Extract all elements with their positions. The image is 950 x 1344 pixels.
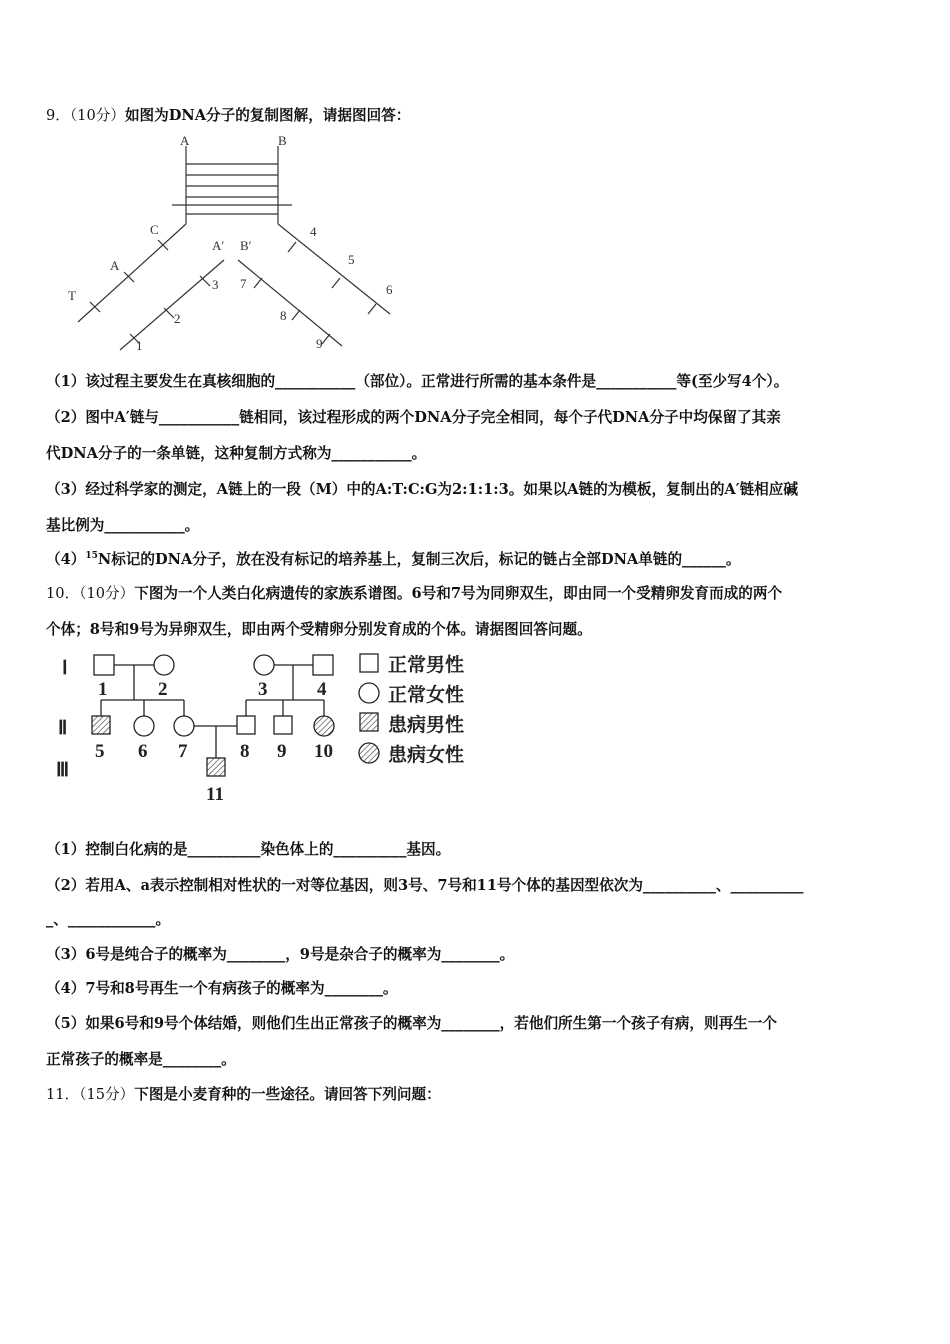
left-inner-mark: 3	[212, 277, 219, 292]
individual-1	[94, 655, 114, 675]
individual-label: 7	[178, 741, 188, 762]
q10-heading	[46, 582, 782, 603]
q10-sub2-line1: （2）若用A、a表示控制相对性状的一对等位基因，则3号、7号和11号个体的基因型依次为__________、__________	[46, 877, 804, 894]
left-inner-mark: 2	[174, 311, 181, 326]
individual-label: 11	[206, 784, 224, 805]
individual-10	[314, 716, 334, 736]
strand-b-prime-label: B′	[240, 238, 252, 253]
q10-sub5-line1: （5）如果6号和9号个体结婚，则他们生出正常孩子的概率为________，若他们所生第一个孩子有病，则再生一个	[46, 1015, 777, 1032]
generation-label: Ⅰ	[62, 658, 68, 679]
individual-3	[254, 655, 274, 675]
right-outer-mark: 5	[348, 252, 355, 267]
q10-sub1: （1）控制白化病的是__________染色体上的__________基因。	[46, 841, 451, 858]
q9-sub4	[46, 548, 740, 569]
q10-number: 10．	[46, 585, 80, 602]
q9-sub3-line2: 基比例为___________。	[46, 517, 200, 534]
q10-sub3: （3）6号是纯合子的概率为________，9号是杂合子的概率为________。	[46, 946, 515, 963]
legend-normal-female-symbol	[359, 683, 379, 703]
right-inner-mark: 7	[240, 276, 247, 291]
q9-heading	[46, 104, 410, 125]
q9-score: （10分）	[69, 107, 125, 124]
individual-label: 5	[95, 741, 105, 762]
individual-6	[134, 716, 154, 736]
q9-sub1: （1）该过程主要发生在真核细胞的___________（部位）。正常进行所需的基本条件是___________等(至少写4个）。	[46, 373, 789, 390]
q11-score: （15分）	[79, 1086, 135, 1103]
q10-stem-line2: 个体；8号和9号为异卵双生，即由两个受精卵分别发育成的个体。请据图回答问题。	[46, 621, 592, 638]
q10-stem-line1: 下图为一个人类白化病遗传的家族系谱图。6号和7号为同卵双生，即由同一个受精卵发育而成的两个	[134, 585, 783, 602]
legend-affected-male: 患病男性	[388, 714, 465, 736]
strand-b-label: B	[278, 133, 287, 148]
q10-sub2-line2: _、____________。	[46, 911, 171, 928]
individual-label: 9	[277, 741, 287, 762]
q9-sub4-isotope: 15	[85, 551, 98, 562]
q11-stem: 下图是小麦育种的一些途径。请回答下列问题：	[134, 1086, 441, 1103]
individual-5	[92, 716, 110, 734]
right-outer-mark: 6	[386, 282, 393, 297]
legend-normal-male: 正常男性	[388, 654, 465, 676]
individual-label: 8	[240, 741, 250, 762]
individual-2	[154, 655, 174, 675]
pedigree-chart	[56, 650, 476, 805]
generation-label: Ⅱ	[58, 718, 68, 739]
individual-8	[237, 716, 255, 734]
right-outer-mark: 4	[310, 224, 317, 239]
q9-sub4-rest: N标记的DNA分子，放在没有标记的培养基上，复制三次后，标记的链占全部DNA单链的______。	[97, 551, 741, 568]
strand-a-label: A	[180, 133, 190, 148]
q9-sub2-line2: 代DNA分子的一条单链，这种复制方式称为___________。	[46, 445, 427, 462]
legend-normal-female: 正常女性	[388, 684, 465, 706]
individual-label: 6	[138, 741, 148, 762]
individual-4	[313, 655, 333, 675]
left-outer-mark: C	[150, 222, 159, 237]
right-inner-mark: 8	[280, 308, 287, 323]
legend-affected-female-symbol	[359, 743, 379, 763]
legend-affected-male-symbol	[360, 713, 378, 731]
q9-number: 9．	[46, 107, 70, 124]
right-inner-mark: 9	[316, 336, 323, 351]
individual-label: 4	[317, 679, 327, 700]
q10-score: （10分）	[79, 585, 135, 602]
q9-stem: 如图为DNA分子的复制图解，请据图回答：	[124, 107, 411, 124]
individual-label: 3	[258, 679, 268, 700]
individual-9	[274, 716, 292, 734]
left-outer-mark: A	[110, 258, 120, 273]
individual-label: 1	[98, 679, 108, 700]
strand-a-prime-label: A′	[212, 238, 225, 253]
individual-7	[174, 716, 194, 736]
left-inner-mark: 1	[136, 338, 143, 353]
q9-sub2-line1: （2）图中A′链与___________链相同，该过程形成的两个DNA分子完全相同，每个子代DNA分子中均保留了其亲	[46, 409, 781, 426]
q10-sub4: （4）7号和8号再生一个有病孩子的概率为________。	[46, 980, 398, 997]
individual-label: 10	[314, 741, 333, 762]
legend-normal-male-symbol	[360, 654, 378, 672]
generation-label: Ⅲ	[56, 760, 70, 781]
q11-number: 11．	[46, 1086, 80, 1103]
legend-affected-female: 患病女性	[388, 744, 465, 766]
q10-sub5-line2: 正常孩子的概率是________。	[46, 1051, 236, 1068]
dna-replication-diagram	[60, 132, 420, 354]
q11-heading	[46, 1083, 441, 1104]
individual-11	[207, 758, 225, 776]
q9-sub3-line1: （3）经过科学家的测定，A链上的一段（M）中的A:T:C:G为2:1:1:3。如果以A链的为模板，复制出的A′链相应碱	[46, 481, 798, 498]
left-outer-mark: T	[68, 288, 76, 303]
individual-label: 2	[158, 679, 168, 700]
q9-sub4-prefix: （4）	[46, 551, 86, 568]
